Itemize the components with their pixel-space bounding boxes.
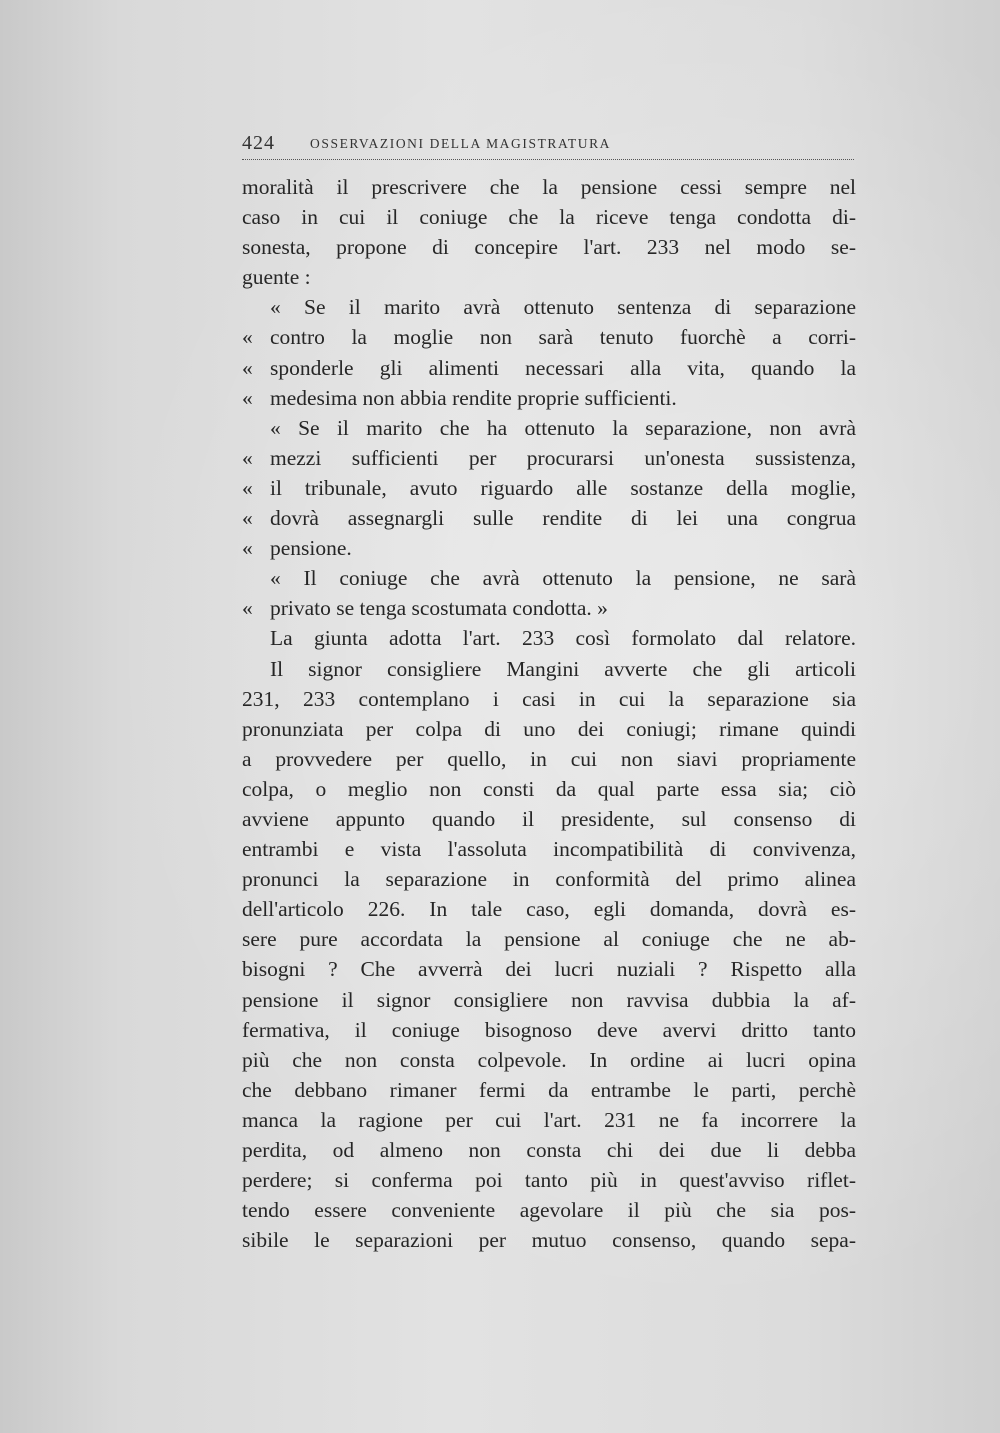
quote-text: dovrà assegnargli sulle rendite di lei una congrua	[270, 506, 856, 531]
text-line: guente :	[242, 265, 311, 290]
quote-line	[242, 533, 856, 563]
text-line: moralità il prescrivere che la pensione cessi sempre nel	[242, 175, 856, 199]
margin-quote-mark: «	[242, 475, 253, 500]
quote-line	[242, 383, 856, 413]
quote-line	[242, 322, 856, 352]
quote-line	[242, 593, 856, 623]
margin-quote-mark: «	[242, 445, 253, 470]
text-line: avviene appunto quando il presidente, sul consenso di	[242, 806, 856, 831]
text-line: 231, 233 contemplano i casi in cui la separazione sia	[242, 686, 856, 711]
text-line: colpa, o meglio non consti da qual parte essa sia; ciò	[242, 776, 856, 801]
body-text	[242, 172, 856, 1322]
text-line: sere pure accordata la pensione al coniuge che ne ab-	[242, 927, 856, 952]
quote-line	[242, 503, 856, 533]
text-line: pensione il signor consigliere non ravvisa dubbia la af-	[242, 987, 856, 1012]
text-line: sibile le separazioni per mutuo consenso, quando sepa-	[242, 1228, 856, 1253]
margin-quote-mark: «	[242, 325, 253, 350]
text-line: perdere; si conferma poi tanto più in quest'avviso riflet-	[242, 1168, 856, 1193]
quote-text: medesima non abbia rendite proprie sufficienti.	[270, 385, 677, 410]
margin-quote-mark: «	[242, 536, 253, 561]
text-line: entrambi e vista l'assoluta incompatibilità di convivenza,	[242, 837, 856, 862]
quote-text: pensione.	[270, 536, 352, 561]
text-line: sonesta, propone di concepire l'art. 233 nel modo se-	[242, 235, 856, 260]
paragraph-line: La giunta adotta l'art. 233 così formolato dal relatore.	[270, 626, 856, 651]
text-line: tendo essere conveniente agevolare il più che sia pos-	[242, 1198, 856, 1223]
text-line: pronunci la separazione in conformità del primo alinea	[242, 867, 856, 892]
text-line: pronunziata per colpa di uno dei coniugi; rimane quindi	[242, 716, 856, 741]
text-line: più che non consta colpevole. In ordine ai lucri opina	[242, 1047, 856, 1072]
quote-paragraph-line: « Se il marito avrà ottenuto sentenza di separazione	[270, 295, 856, 320]
margin-quote-mark: «	[242, 506, 253, 531]
quote-line	[242, 473, 856, 503]
text-line: dell'articolo 226. In tale caso, egli domanda, dovrà es-	[242, 897, 856, 922]
text-line: manca la ragione per cui l'art. 231 ne fa incorrere la	[242, 1107, 856, 1132]
margin-quote-mark: «	[242, 355, 253, 380]
quote-text: il tribunale, avuto riguardo alle sostanze della moglie,	[270, 475, 856, 500]
text-line: bisogni ? Che avverrà dei lucri nuziali ? Rispetto alla	[242, 957, 856, 982]
page-number: 424	[242, 132, 275, 154]
quote-line	[242, 443, 856, 473]
quote-text: mezzi sufficienti per procurarsi un'onesta sussistenza,	[270, 445, 856, 470]
running-head: OSSERVAZIONI DELLA MAGISTRATURA	[310, 136, 612, 151]
text-line: che debbano rimaner fermi da entrambe le parti, perchè	[242, 1077, 856, 1102]
header-rule	[242, 159, 854, 160]
text-line: a provvedere per quello, in cui non siavi propriamente	[242, 746, 856, 771]
text-line: perdita, od almeno non consta chi dei due li debba	[242, 1138, 856, 1162]
paragraph-line: Il signor consigliere Mangini avverte che gli articoli	[270, 656, 856, 681]
quote-paragraph-line: « Il coniuge che avrà ottenuto la pensione, ne sarà	[270, 566, 856, 591]
text-line: caso in cui il coniuge che la riceve tenga condotta di-	[242, 205, 856, 230]
quote-text: sponderle gli alimenti necessari alla vita, quando la	[270, 355, 856, 380]
margin-quote-mark: «	[242, 385, 253, 410]
text-line: fermativa, il coniuge bisognoso deve avervi dritto tanto	[242, 1017, 856, 1042]
quote-paragraph-line: « Se il marito che ha ottenuto la separazione, non avrà	[270, 415, 856, 440]
page-header	[242, 132, 854, 162]
margin-quote-mark: «	[242, 596, 253, 621]
quote-text: contro la moglie non sarà tenuto fuorchè a corri-	[270, 325, 856, 350]
quote-text: privato se tenga scostumata condotta. »	[270, 596, 608, 621]
quote-line	[242, 353, 856, 383]
